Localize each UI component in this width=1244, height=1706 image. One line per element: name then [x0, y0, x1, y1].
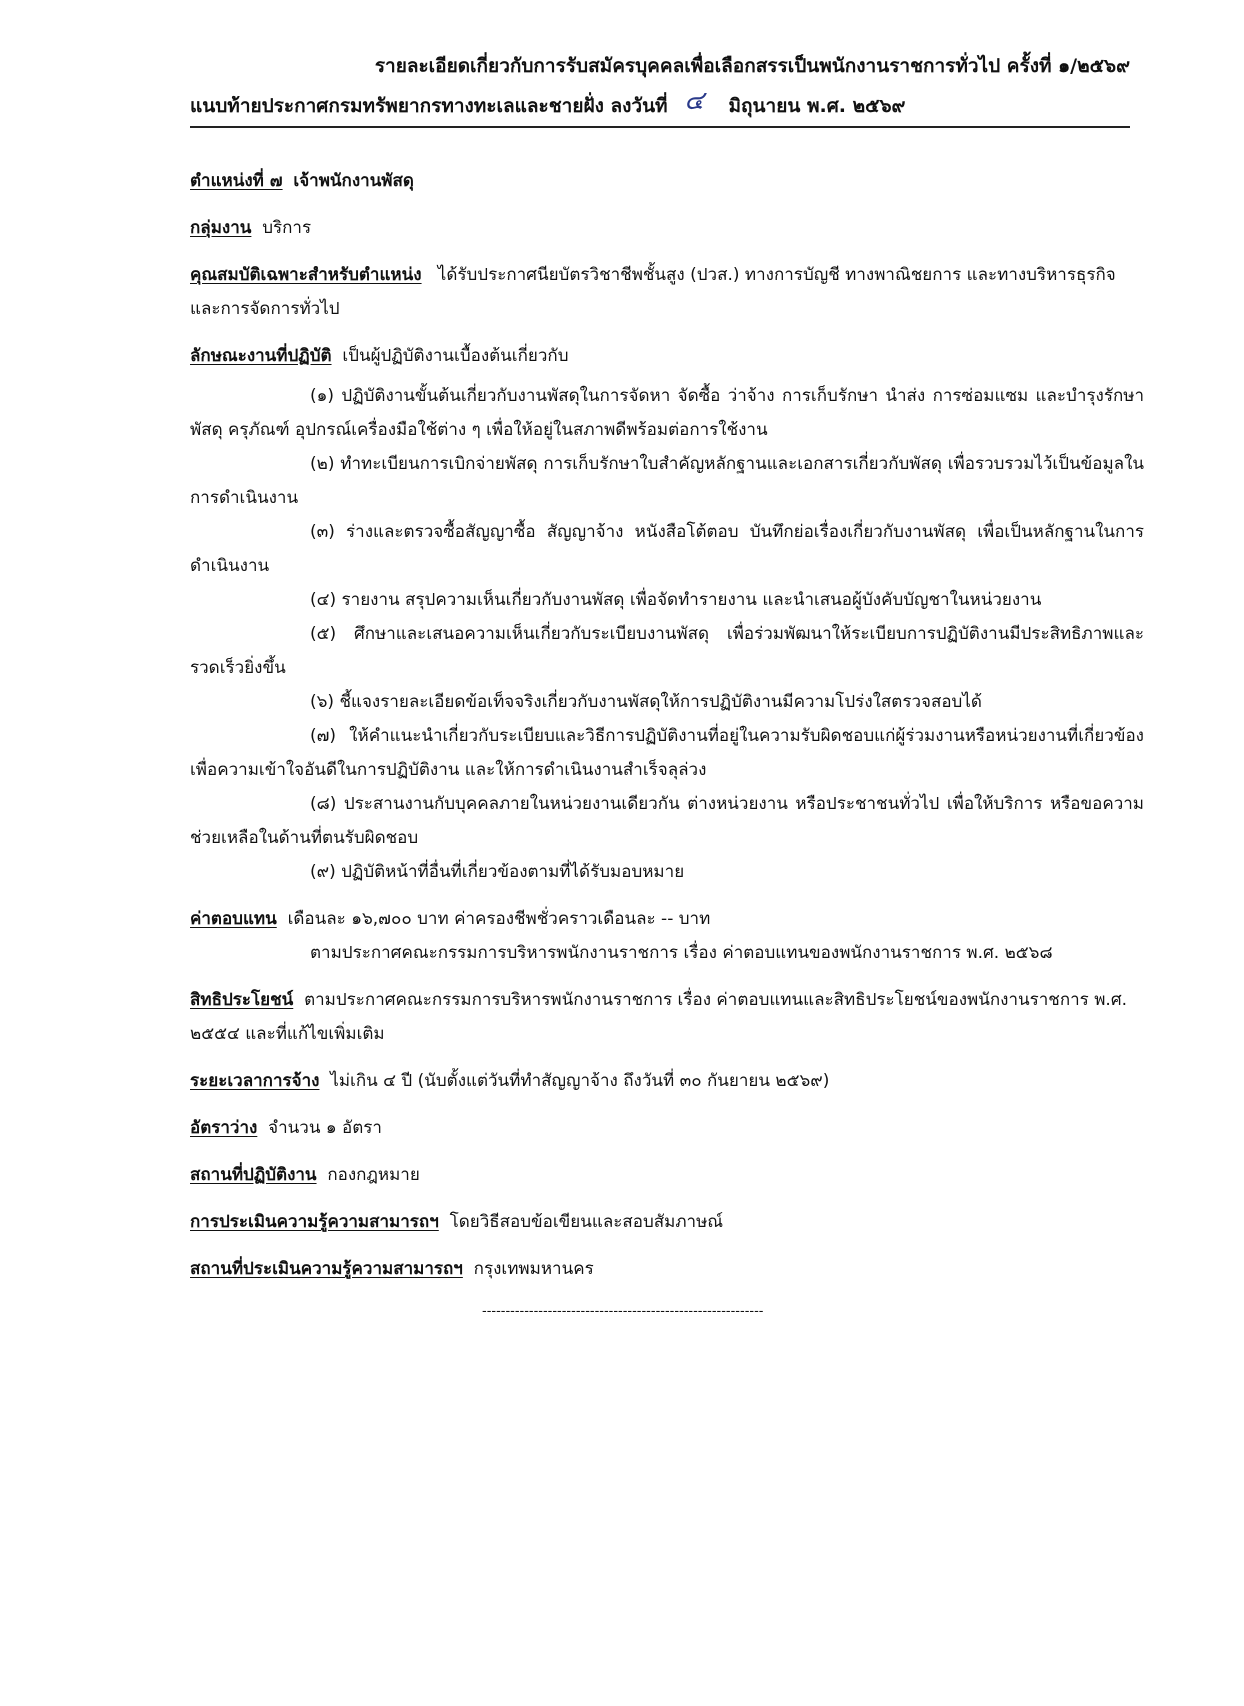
duties-row — [190, 339, 1144, 373]
compensation-amount: เดือนละ ๑๖,๗๐๐ บาท ค่าครองชีพชั่วคราวเดือนละ -- บาท — [287, 909, 711, 929]
vacancy-row — [190, 1111, 1144, 1145]
duty-item: (๙) ปฏิบัติหน้าที่อื่นที่เกี่ยวข้องตามที่ได้รับมอบหมาย — [310, 862, 685, 882]
header-line-1: รายละเอียดเกี่ยวกับการรับสมัครบุคคลเพื่อเลือกสรรเป็นพนักงานราชการทั่วไป ครั้งที่ ๑/๒๕๖๙ — [374, 55, 1130, 77]
duty-item: (๔) รายงาน สรุปความเห็นเกี่ยวกับงานพัสดุ เพื่อจัดทำรายงาน และนำเสนอผู้บังคับบัญชาในหน่วยงาน — [310, 590, 1042, 610]
duty-item: (๓) ร่างและตรวจซื้อสัญญาซื้อ สัญญาจ้าง หนังสือโต้ตอบ บันทึกย่อเรื่องเกี่ยวกับงานพัสดุ เพื่อเป็นหลักฐานในการดำเนินงาน — [190, 522, 1144, 576]
workplace-label: สถานที่ปฏิบัติงาน — [190, 1165, 317, 1185]
duty-item: (๘) ประสานงานกับบุคคลภายในหน่วยงานเดียวกัน ต่างหน่วยงาน หรือประชาชนทั่วไป เพื่อให้บริการ หรือขอความช่วยเหลือในด้านที่ตนรับผิดชอบ — [190, 794, 1144, 848]
qualification-label: คุณสมบัติเฉพาะสำหรับตำแหน่ง — [190, 265, 422, 285]
duty-item: (๕) ศึกษาและเสนอความเห็นเกี่ยวกับระเบียบงานพัสดุ เพื่อร่วมพัฒนาให้ระเบียบการปฏิบัติงานมีประสิทธิภาพและรวดเร็วยิ่งขึ้น — [190, 624, 1144, 678]
duty-item: (๑) ปฏิบัติงานขั้นต้นเกี่ยวกับงานพัสดุในการจัดหา จัดซื้อ ว่าจ้าง การเก็บรักษา นำส่ง การซ่อมแซม และบำรุงรักษาพัสดุ ครุภัณฑ์ อุปกรณ์เครื่องมือใช้ต่าง ๆ เพื่อให้อยู่ในสภาพดีพร้อมต่อการใช้งาน — [190, 386, 1144, 440]
vacancy-value: จำนวน ๑ อัตรา — [268, 1118, 382, 1138]
handwritten-day: ๔ — [684, 86, 704, 116]
header-line-2 — [190, 86, 1130, 120]
qualification-row — [190, 258, 1144, 326]
duty-item: (๗) ให้คำแนะนำเกี่ยวกับระเบียบและวิธีการปฏิบัติงานที่อยู่ในความรับผิดชอบแก่ผู้ร่วมงานหรือหน่วยงานที่เกี่ยวข้อง เพื่อความเข้าใจอันดีในการปฏิบัติงาน และให้การดำเนินงานสำเร็จลุล่วง — [190, 726, 1144, 780]
workplace-value: กองกฎหมาย — [327, 1165, 420, 1185]
assessment-place-label: สถานที่ประเมินความรู้ความสามารถฯ — [190, 1259, 463, 1279]
footer-dashes: ------------------------------------------------------------ — [482, 1304, 764, 1319]
benefits-value: ตามประกาศคณะกรรมการบริหารพนักงานราชการ เรื่อง ค่าตอบแทนและสิทธิประโยชน์ของพนักงานราชการ พ.ศ. ๒๕๕๔ และที่แก้ไขเพิ่มเติม — [190, 990, 1128, 1044]
group-value: บริการ — [262, 218, 312, 238]
position-label: ตำแหน่งที่ ๗ — [190, 171, 283, 191]
duty-item: (๖) ชี้แจงรายละเอียดข้อเท็จจริงเกี่ยวกับงานพัสดุให้การปฏิบัติงานมีความโปร่งใสตรวจสอบได้ — [310, 692, 982, 712]
duties-intro: เป็นผู้ปฏิบัติงานเบื้องต้นเกี่ยวกับ — [342, 346, 569, 366]
group-label: กลุ่มงาน — [190, 218, 252, 238]
header-line-2-suffix: มิถุนายน พ.ศ. ๒๕๖๙ — [728, 95, 906, 117]
term-label: ระยะเวลาการจ้าง — [190, 1071, 320, 1091]
group-row — [190, 211, 1144, 245]
header-line-2-prefix: แนบท้ายประกาศกรมทรัพยากรทางทะเลและชายฝั่ง ลงวันที่ — [190, 95, 668, 117]
duties-label: ลักษณะงานที่ปฏิบัติ — [190, 346, 332, 366]
assessment-value: โดยวิธีสอบข้อเขียนและสอบสัมภาษณ์ — [449, 1212, 724, 1232]
workplace-row — [190, 1158, 1144, 1192]
qualification-value: ได้รับประกาศนียบัตรวิชาชีพชั้นสูง (ปวส.) ทางการบัญชี ทางพาณิชยการ และทางบริหารธุรกิจ และการจัดการทั่วไป — [190, 265, 1116, 319]
compensation-note: ตามประกาศคณะกรรมการบริหารพนักงานราชการ เรื่อง ค่าตอบแทนของพนักงานราชการ พ.ศ. ๒๕๖๘ — [310, 943, 1053, 963]
position-row — [190, 164, 1144, 198]
header-divider — [190, 126, 1130, 128]
benefits-label: สิทธิประโยชน์ — [190, 990, 294, 1010]
document-body — [190, 164, 1144, 1322]
benefits-row — [190, 983, 1144, 1051]
assessment-label: การประเมินความรู้ความสามารถฯ — [190, 1212, 439, 1232]
position-value: เจ้าพนักงานพัสดุ — [293, 171, 414, 191]
assessment-row — [190, 1205, 1144, 1239]
term-value: ไม่เกิน ๔ ปี (นับตั้งแต่วันที่ทำสัญญาจ้าง ถึงวันที่ ๓๐ กันยายน ๒๕๖๙) — [330, 1071, 830, 1091]
duty-item: (๒) ทำทะเบียนการเบิกจ่ายพัสดุ การเก็บรักษาใบสำคัญหลักฐานและเอกสารเกี่ยวกับพัสดุ เพื่อรวบรวมไว้เป็นข้อมูลในการดำเนินงาน — [190, 454, 1144, 508]
vacancy-label: อัตราว่าง — [190, 1118, 258, 1138]
assessment-place-row — [190, 1252, 1144, 1286]
term-row — [190, 1064, 1144, 1098]
compensation-label: ค่าตอบแทน — [190, 909, 277, 929]
assessment-place-value: กรุงเทพมหานคร — [473, 1259, 594, 1279]
compensation-row — [190, 902, 1144, 936]
